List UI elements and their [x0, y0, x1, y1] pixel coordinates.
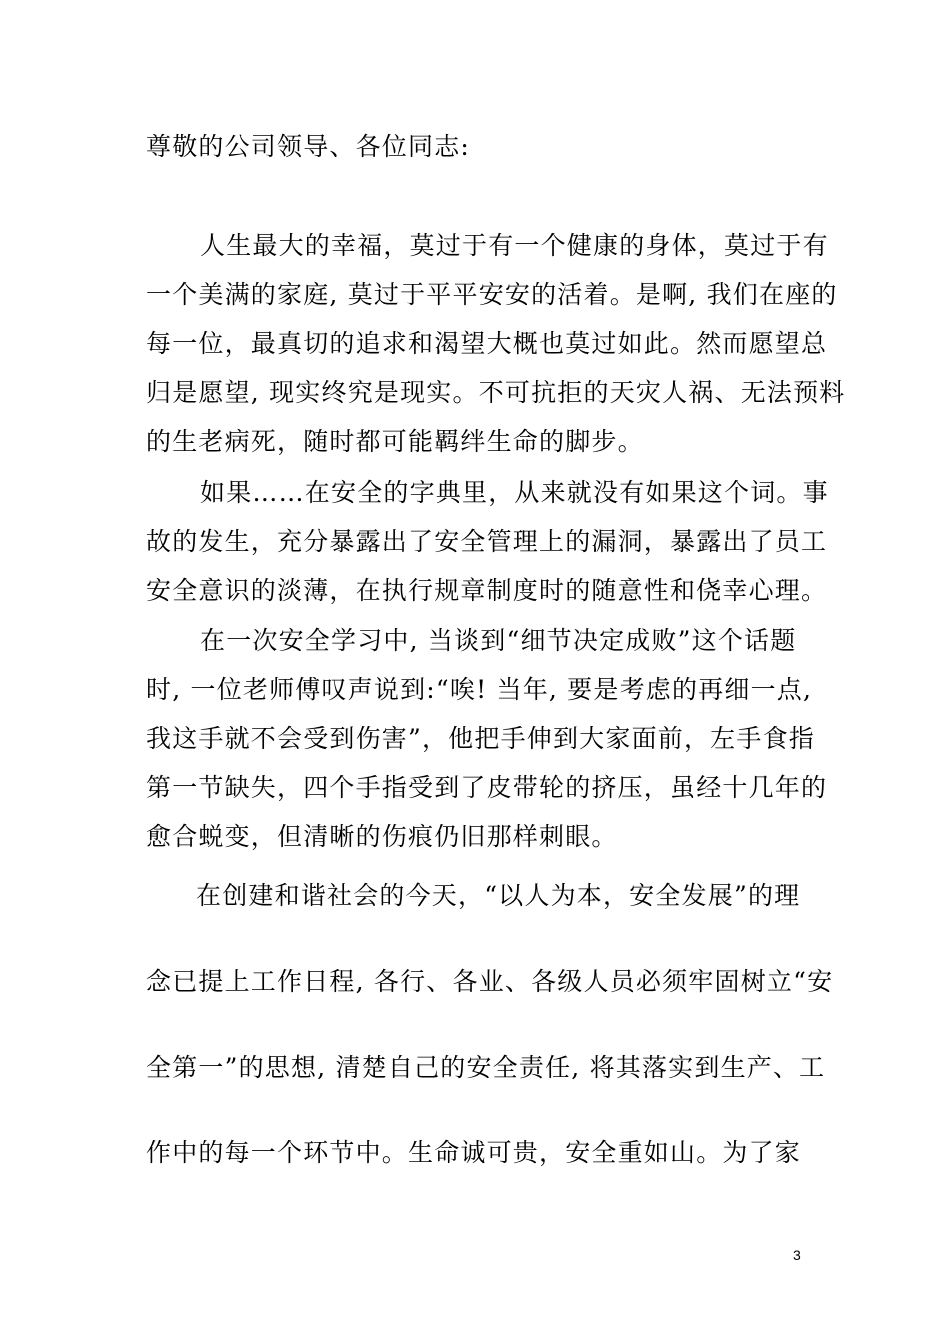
- paragraph-1-line-5: 的生老病死，随时都可能羁绊生命的脚步。: [146, 427, 644, 456]
- paragraph-4-line-1: 在创建和谐社会的今天，“以人为本，安全发展”的理: [196, 881, 801, 910]
- paragraph-2-line-2: 故的发生，充分暴露出了安全管理上的漏洞，暴露出了员工: [146, 527, 828, 556]
- paragraph-1-line-1: 人生最大的幸福，莫过于有一个健康的身体，莫过于有: [200, 231, 829, 260]
- paragraph-1-line-3: 每一位，最真切的追求和渴望大概也莫过如此。然而愿望总: [146, 329, 828, 358]
- paragraph-4-line-2: 念已提上工作日程, 各行、各业、各级人员必须牢固树立“安: [146, 967, 834, 996]
- paragraph-1-line-2: 一个美满的家庭, 莫过于平平安安的活着。是啊, 我们在座的: [146, 280, 838, 309]
- paragraph-1-line-4: 归是愿望, 现实终究是现实。不可抗拒的天灾人祸、无法预料: [146, 378, 846, 407]
- paragraph-3-line-4: 第一节缺失，四个手指受到了皮带轮的挤压，虽经十几年的: [146, 773, 828, 802]
- paragraph-4-line-3: 全第一”的思想, 清楚自己的安全责任, 将其落实到生产、工: [146, 1053, 826, 1082]
- page-number: 3: [793, 1247, 801, 1263]
- salutation: 尊敬的公司领导、各位同志:: [146, 132, 471, 161]
- paragraph-3-line-5: 愈合蜕变，但清晰的伤痕仍旧那样刺眼。: [146, 822, 618, 851]
- paragraph-3-line-2: 时, 一位老师傅叹声说到:“唉! 当年, 要是考虑的再细一点,: [146, 675, 813, 704]
- paragraph-2-line-3: 安全意识的淡薄，在执行规章制度时的随意性和侥幸心理。: [146, 576, 828, 605]
- paragraph-3-line-1: 在一次安全学习中, 当谈到“细节决定成败”这个话题: [200, 626, 797, 655]
- paragraph-3-line-3: 我这手就不会受到伤害”，他把手伸到大家面前，左手食指: [146, 724, 815, 753]
- paragraph-4-line-4: 作中的每一个环节中。生命诚可贵，安全重如山。为了家: [146, 1138, 802, 1167]
- paragraph-2-line-1: 如果……在安全的字典里，从来就没有如果这个词。事: [200, 478, 829, 507]
